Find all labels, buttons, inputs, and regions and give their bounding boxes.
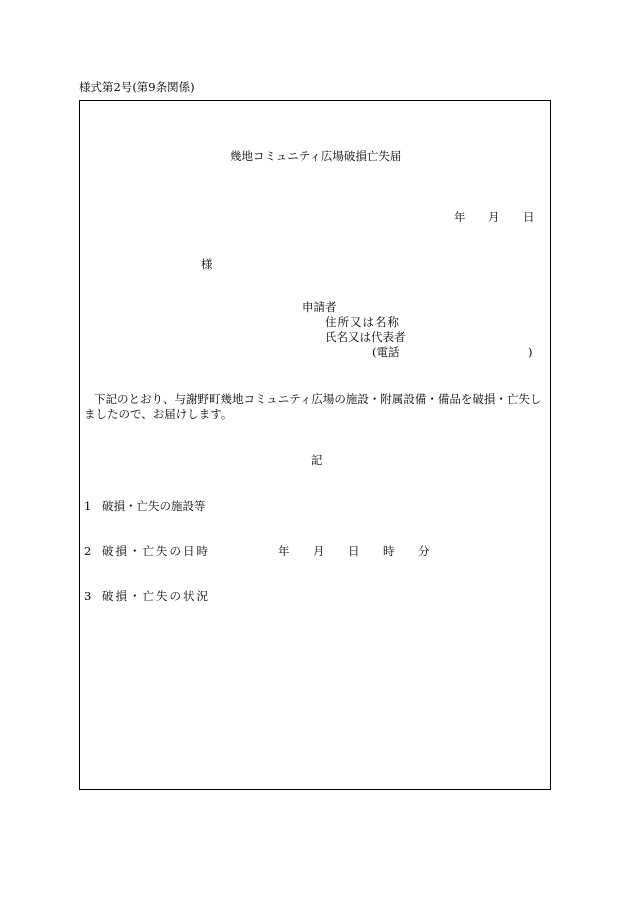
item-2-label: 破損・亡失の日時 — [102, 544, 210, 558]
applicant-address-label: 住所又は名称 — [325, 315, 400, 329]
applicant-name-label: 氏名又は代表者 — [325, 330, 406, 344]
body-line-2: ましたので、お届けします。 — [84, 407, 233, 421]
item-2-minute-unit: 分 — [418, 544, 430, 558]
item-2 — [84, 544, 210, 558]
item-2-year-unit: 年 — [278, 544, 290, 558]
applicant-heading: 申請者 — [302, 300, 337, 314]
item-2-month-unit: 月 — [313, 544, 325, 558]
form-title: 幾地コミュニティ広場破損亡失届 — [230, 149, 402, 163]
body-line-1: 下記のとおり、与謝野町幾地コミュニティ広場の施設・附属設備・備品を破損・亡失し — [94, 392, 542, 406]
date-year: 年 — [454, 210, 466, 224]
item-1-number: 1 — [84, 499, 92, 513]
item-3-number: 3 — [84, 589, 92, 603]
addressee-suffix: 様 — [201, 257, 213, 271]
item-2-number: 2 — [84, 544, 92, 558]
item-1-label: 破損・亡失の施設等 — [102, 499, 206, 513]
form-box — [79, 100, 551, 790]
ki-heading: 記 — [311, 453, 323, 467]
applicant-phone-close: ) — [528, 345, 533, 359]
date-day: 日 — [523, 210, 535, 224]
date-month: 月 — [488, 210, 500, 224]
item-2-hour-unit: 時 — [383, 544, 395, 558]
item-1 — [84, 499, 206, 513]
applicant-phone-open: (電話 — [372, 345, 400, 359]
item-2-day-unit: 日 — [348, 544, 360, 558]
form-number: 様式第2号(第9条関係) — [79, 80, 195, 94]
item-3 — [84, 589, 210, 603]
item-3-label: 破損・亡失の状況 — [102, 589, 210, 603]
